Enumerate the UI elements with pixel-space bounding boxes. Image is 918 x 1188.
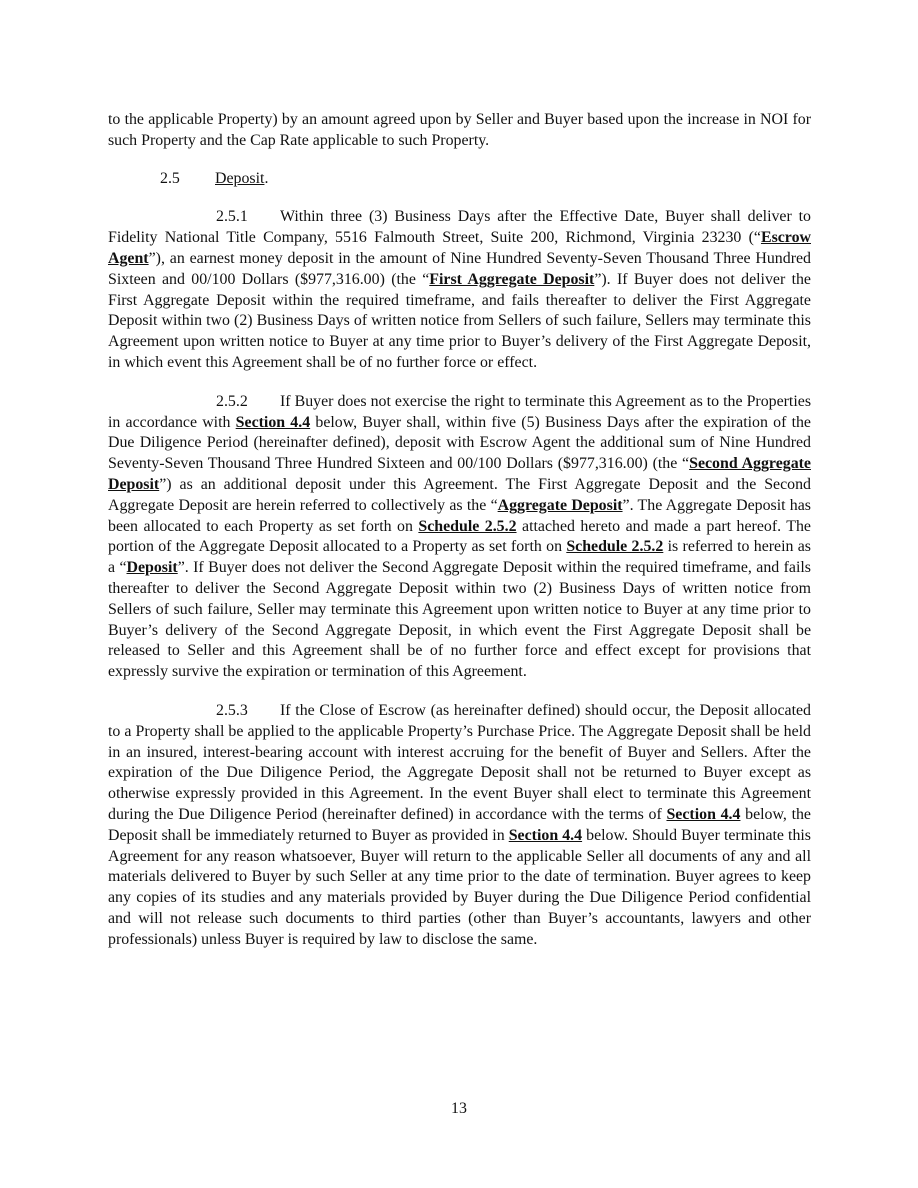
text-run: Within three (3) Business Days after the Effective Date, Buyer shall deliver to Fidelity National Title Company, 5516 Falmouth Street, Suite 200, Richmond, Virginia 23230 (“: [108, 208, 811, 247]
text-run: If Buyer does not exercise the right to terminate this Agreement as to the Properties in accordance with: [108, 392, 811, 431]
section-heading-2-5: [108, 169, 811, 190]
text-run: below, the Deposit shall be immediately returned to Buyer as provided in: [108, 805, 811, 844]
text-run: is referred to herein as a “: [108, 538, 811, 577]
text-run: below. Should Buyer terminate this Agreement for any reason whatsoever, Buyer will return to the applicable Seller all documents of any and all materials delivered to Buyer by such Seller at any time prior to the date of termination. Buyer agrees to keep any copies of its studies and any materials provided by Buyer during the Due Diligence Period confidential and will not release such documents to third parties (other than Buyer’s accountants, lawyers and other professionals) unless Buyer is required by law to disclose the same.: [108, 826, 811, 948]
section-title: Deposit: [215, 169, 265, 187]
paragraph-number: 2.5.2: [216, 392, 248, 410]
schedule-reference: Schedule 2.5.2: [566, 538, 664, 556]
section-reference: Section 4.4: [666, 805, 741, 823]
intro-paragraph: to the applicable Property) by an amount agreed upon by Seller and Buyer based upon the increase in NOI for such Property and the Cap Rate applicable to such Property.: [108, 111, 811, 149]
text-run: attached hereto and made a part hereof. The portion of the Aggregate Deposit allocated to a Property as set forth on: [108, 517, 811, 556]
text-run: below, Buyer shall, within five (5) Business Days after the expiration of the Due Diligence Period (hereinafter defined), deposit with Escrow Agent the additional sum of Nine Hundred Seventy-Seven Thousand Three Hundred Sixteen and 00/100 Dollars ($977,316.00) (the “: [108, 413, 811, 473]
section-number: 2.5: [160, 169, 180, 187]
defined-term-second-aggregate-deposit: Second Aggregate Deposit: [108, 455, 811, 493]
paragraph-number: 2.5.3: [216, 701, 248, 719]
schedule-reference: Schedule 2.5.2: [418, 517, 517, 535]
text-run: ”), an earnest money deposit in the amount of Nine Hundred Seventy-Seven Thousand Three Hundred Sixteen and 00/100 Dollars ($977,316.00) (the “: [108, 249, 811, 288]
paragraph-2-5-3: [108, 701, 811, 951]
defined-term-escrow-agent: Escrow Agent: [108, 229, 811, 267]
text-run: ”) as an additional deposit under this Agreement. The First Aggregate Deposit and the Second Aggregate Deposit are herein referred to collectively as the “: [108, 475, 811, 514]
paragraph-number: 2.5.1: [216, 208, 248, 226]
text-run: ”. The Aggregate Deposit has been allocated to each Property as set forth on: [108, 496, 811, 535]
defined-term-aggregate-deposit: Aggregate Deposit: [497, 496, 623, 514]
paragraph-2-5-2: [108, 392, 811, 683]
defined-term-first-aggregate-deposit: First Aggregate Deposit: [429, 270, 595, 288]
section-title-suffix: .: [264, 169, 269, 187]
document-page: [108, 110, 811, 950]
section-reference: Section 4.4: [508, 826, 583, 844]
defined-term-deposit: Deposit: [126, 559, 178, 577]
page-number: 13: [451, 1100, 467, 1117]
text-run: ”). If Buyer does not deliver the First Aggregate Deposit within the required timeframe, and fails thereafter to deliver the First Aggregate Deposit within two (2) Business Days of written notice from Sellers of such failure, Sellers may terminate this Agreement upon written notice to Buyer at any time prior to Buyer’s delivery of the First Aggregate Deposit, in which event this Agreement shall be of no further force or effect.: [108, 270, 811, 371]
text-run: If the Close of Escrow (as hereinafter defined) should occur, the Deposit allocated to a Property shall be applied to the applicable Property’s Purchase Price. The Aggregate Deposit shall be held in an insured, interest-bearing account with interest accruing for the benefit of Buyer and Sellers. After the expiration of the Due Diligence Period, the Aggregate Deposit shall not be returned to Buyer except as otherwise expressly provided in this Agreement. In the event Buyer shall elect to terminate this Agreement during the Due Diligence Period (hereinafter defined) in accordance with the terms of: [108, 701, 811, 823]
text-run: ”. If Buyer does not deliver the Second Aggregate Deposit within the required timeframe, and fails thereafter to deliver the Second Aggregate Deposit within two (2) Business Days of written notice from Sellers of such failure, Seller may terminate this Agreement upon written notice to Buyer at any time prior to Buyer’s delivery of the Second Aggregate Deposit, in which event the First Aggregate Deposit shall be released to Seller and this Agreement shall be of no further force and effect except for provisions that expressly survive the expiration or termination of this Agreement.: [108, 559, 811, 681]
section-reference: Section 4.4: [235, 413, 311, 431]
paragraph-2-5-1: [108, 207, 811, 373]
